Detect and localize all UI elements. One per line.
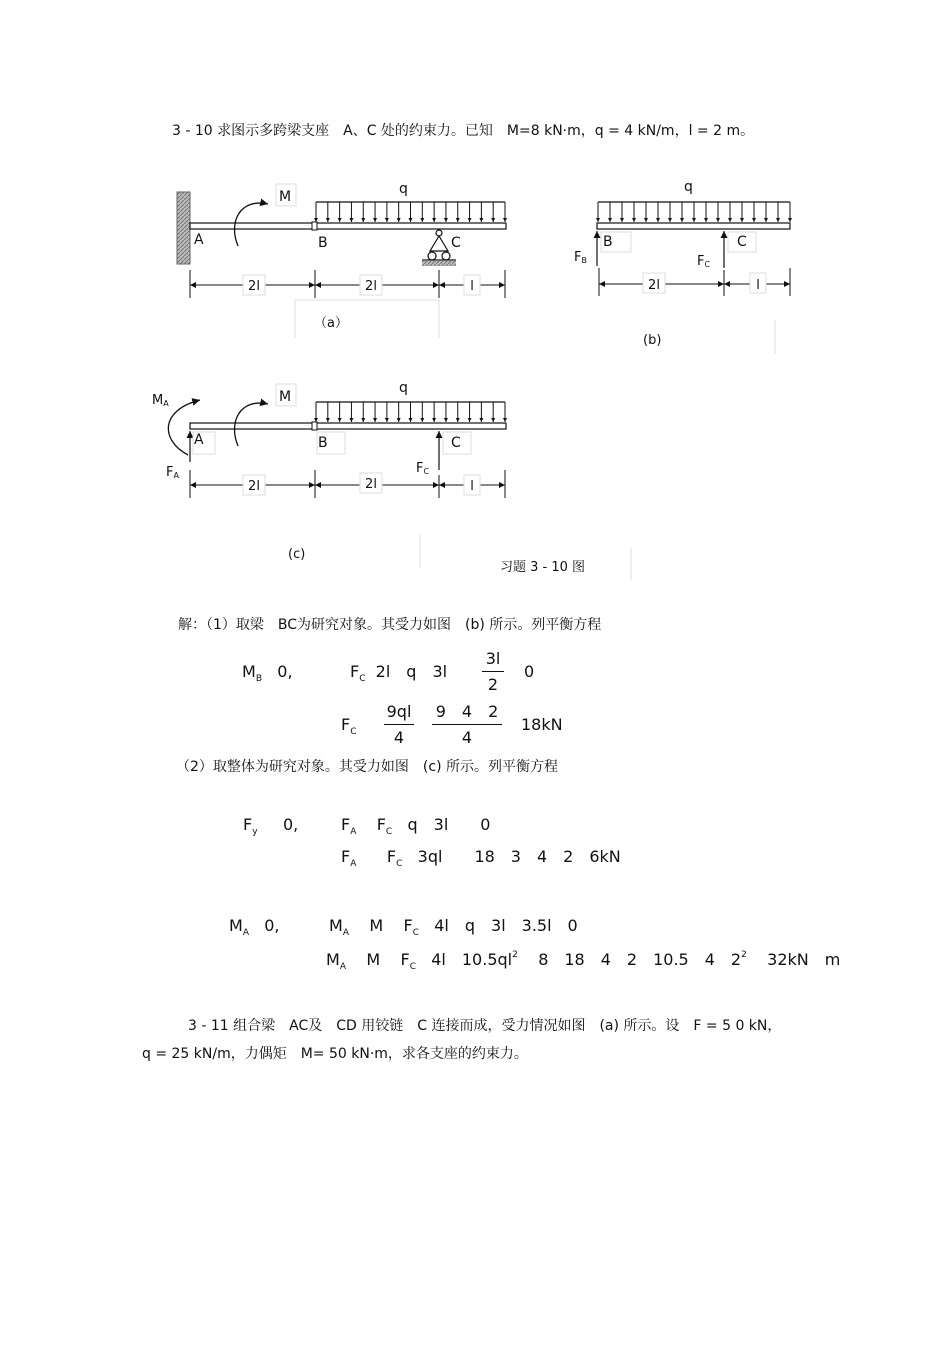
label-c: C [451, 235, 461, 251]
figure-b [574, 179, 790, 354]
label-m: M [279, 189, 292, 205]
label-q: q [684, 179, 693, 195]
label-fc: FC [416, 461, 430, 476]
label-c: C [737, 234, 747, 250]
equation-4: $F_A$ $F_C$ 3ql 18 3 4 2 6kN [341, 847, 621, 869]
hinge-b [312, 222, 317, 230]
wall-support-a [177, 192, 190, 264]
equation-3: $F_y$ 0, [243, 815, 299, 837]
dimension-lines-c [190, 470, 505, 498]
solution-step-1: 解：（1）取梁 BC为研究对象。其受力如图 (b) 所示。列平衡方程 [178, 617, 602, 633]
label-q: q [399, 181, 408, 197]
dimension-lines-a [190, 270, 505, 298]
beam-bc-free [597, 223, 790, 229]
equation-2-left: $F_C$ [341, 715, 357, 737]
label-m: M [279, 389, 292, 405]
caption-a: （a） [314, 316, 348, 331]
figure-c [152, 380, 631, 580]
beam-ab [190, 223, 314, 229]
load-q-c [316, 402, 505, 422]
label-fb: FB [574, 250, 587, 265]
problem-3-11-line-2: q = 25 kN/m，力偶矩 M= 50 kN·m，求各支座的约束力。 [142, 1046, 528, 1062]
dim-label: l [756, 278, 760, 293]
equation-3-terms: $F_A$ $F_C$ q 3l 0 [341, 815, 491, 837]
label-a: A [194, 232, 204, 248]
label-b: B [318, 435, 328, 451]
dim-label: 2l [365, 279, 377, 294]
equation-1-left: $M_B$ 0, [242, 662, 293, 684]
label-a: A [194, 432, 204, 448]
equation-5-terms: $M_A$ M $F_C$ 4l q 3l 3.5l 0 [329, 916, 578, 938]
caption-b: (b) [643, 333, 662, 348]
equation-1-terms: $F_C$ 2l q 3l [350, 662, 448, 684]
equation-1-rhs: 0 [524, 662, 535, 681]
dimension-lines-b [599, 268, 790, 296]
dim-label: 2l [248, 479, 260, 494]
equation-2-fraction-1: 9ql 4 [384, 704, 414, 746]
dim-label: 2l [648, 278, 660, 293]
beam-bc [316, 223, 506, 229]
dim-label: 2l [365, 477, 377, 492]
solution-step-2: （2）取整体为研究对象。其受力如图 (c) 所示。列平衡方程 [176, 759, 558, 775]
dim-label: l [470, 279, 474, 294]
figure-a [177, 181, 506, 338]
beam-ab-c [190, 423, 314, 429]
beam-bc-c [316, 423, 506, 429]
load-q-a [316, 202, 505, 222]
load-q-b [598, 202, 790, 222]
label-c: C [451, 435, 461, 451]
problem-3-11-line-1: 3 - 11 组合梁 AC及 CD 用铰链 C 连接而成，受力情况如图 (a) 所示。设 F = 5 0 kN， [188, 1018, 782, 1034]
hinge-b-c [312, 422, 317, 430]
label-ma: MA [152, 393, 169, 408]
equation-2-rhs: 18kN [521, 715, 563, 734]
equation-1-fraction: 3l 2 [482, 651, 504, 693]
label-fa: FA [166, 465, 179, 480]
label-b: B [603, 234, 613, 250]
equation-5: $M_A$ 0, [229, 916, 280, 938]
figure-title: 习题 3 - 10 图 [500, 560, 586, 575]
figure-3-10 [0, 0, 950, 600]
label-b: B [318, 235, 328, 251]
label-fc: FC [697, 254, 711, 269]
dim-label: 2l [248, 279, 260, 294]
equation-6: $M_A$ M $F_C$ 4l $10.5ql^2$ 8 18 4 2 10.5 4 $2^2$ 32kN m [326, 950, 841, 972]
dim-label: l [470, 479, 474, 494]
problem-3-10-statement: 3 - 10 求图示多跨梁支座 A、C 处的约束力。已知 M=8 kN·m，q = 4 kN/m，l = 2 m。 [172, 123, 755, 139]
label-q: q [399, 380, 408, 396]
caption-c: (c) [288, 547, 306, 562]
equation-2-fraction-2: 9 4 2 4 [432, 704, 502, 746]
